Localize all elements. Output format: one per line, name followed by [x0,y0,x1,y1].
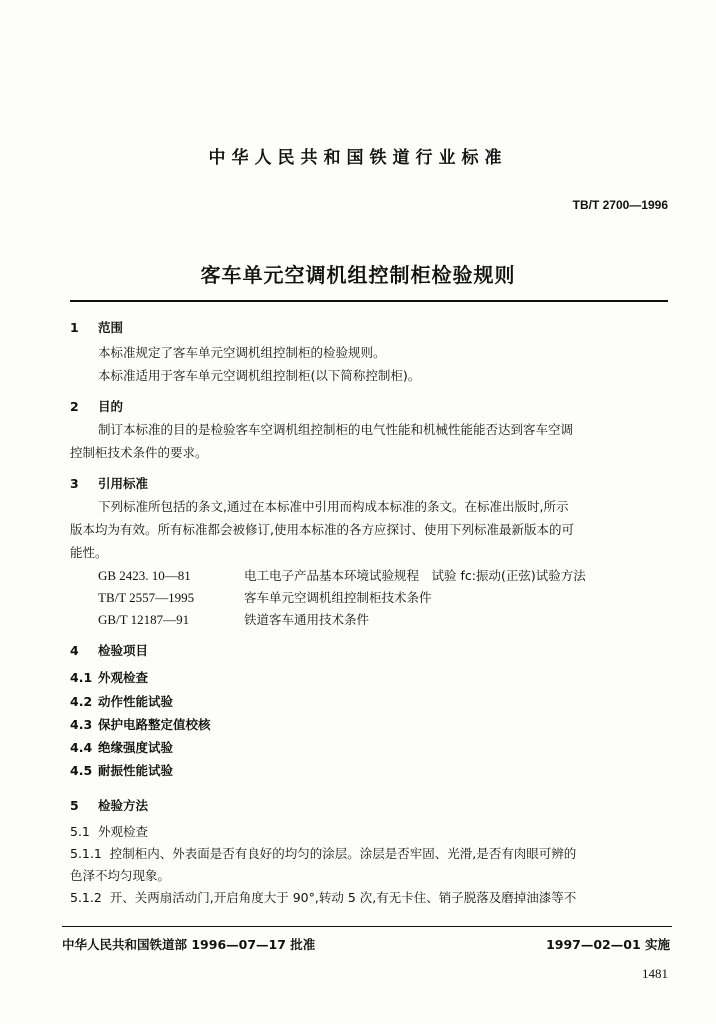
clause-number: 5.1.2 [70,890,102,905]
section-4-heading [70,641,148,659]
section-2-heading [70,397,123,415]
section-1-para-1: 本标准规定了客车单元空调机组控制柜的检验规则。 [98,345,386,360]
inspection-item [70,692,173,710]
standard-header: 中华人民共和国铁道行业标准 [208,148,508,168]
item-number: 4.4 [70,740,93,755]
standard-number: TB/T 2700—1996 [572,198,668,212]
implementation-date: 1997—02—01 实施 [546,937,670,952]
section-3-title: 引用标准 [98,476,149,491]
item-text: 外观检查 [98,670,149,685]
clause-text: 开、关两扇活动门,开启角度大于 90°,转动 5 次,有无卡住、销子脱落及磨掉油漆等不 [109,890,577,905]
clause-5-1-1-line-2: 色泽不均匀现象。 [70,868,171,883]
page-number: 1481 [642,966,668,981]
section-2-number: 2 [70,399,79,414]
clause-number: 5.1.1 [70,846,102,861]
inspection-item [70,761,173,779]
reference-name: 电工电子产品基本环境试验规程 试验 fc:振动(正弦)试验方法 [244,568,586,583]
section-3-line-3: 能性。 [70,545,108,560]
reference-name: 铁道客车通用技术条件 [244,612,370,627]
inspection-item [70,715,211,733]
section-1-number: 1 [70,320,79,335]
section-5-heading [70,796,148,814]
footer-rule [62,926,672,927]
section-2-title: 目的 [98,399,124,414]
item-number: 4.3 [70,717,93,732]
approval-line: 中华人民共和国铁道部 1996—07—17 批准 [62,937,316,952]
section-3-line-2: 版本均为有效。所有标准都会被修订,使用本标准的各方应探讨、使用下列标准最新版本的可 [70,522,574,537]
section-2-line-1: 制订本标准的目的是检验客车空调机组控制柜的电气性能和机械性能能否达到客车空调 [98,422,574,437]
item-number: 4.2 [70,694,93,709]
item-text: 保护电路整定值校核 [98,717,211,732]
reference-code: GB/T 12187—91 [98,612,190,627]
title-rule [70,300,668,302]
clause-5-1-1-line-1 [70,844,576,862]
section-3-heading [70,474,148,492]
reference-name: 客车单元空调机组控制柜技术条件 [244,590,432,605]
section-2-line-2: 控制柜技术条件的要求。 [70,445,208,460]
section-3-line-1: 下列标准所包括的条文,通过在本标准中引用而构成本标准的条文。在标准出版时,所示 [98,499,569,514]
section-3-number: 3 [70,476,79,491]
clause-text: 控制柜内、外表面是否有良好的均匀的涂层。涂层是否牢固、光滑,是否有肉眼可辨的 [109,846,577,861]
item-text: 耐振性能试验 [98,763,174,778]
item-number: 4.5 [70,763,93,778]
item-number: 4.1 [70,670,93,685]
section-1-para-2: 本标准适用于客车单元空调机组控制柜(以下简称控制柜)。 [98,368,421,383]
inspection-item [70,738,173,756]
section-1-heading [70,318,123,336]
subsection-title: 外观检查 [98,824,149,839]
reference-row [98,566,586,584]
reference-row [98,588,432,606]
subsection-5-1 [70,822,148,840]
reference-row [98,610,369,628]
document-title: 客车单元空调机组控制柜检验规则 [200,263,516,287]
section-5-number: 5 [70,798,79,813]
reference-code: GB 2423. 10—81 [98,568,191,583]
item-text: 动作性能试验 [98,694,174,709]
section-5-title: 检验方法 [98,798,149,813]
reference-code: TB/T 2557—1995 [98,590,195,605]
section-4-title: 检验项目 [98,643,149,658]
clause-5-1-2-line-1 [70,888,576,906]
section-1-title: 范围 [98,320,124,335]
item-text: 绝缘强度试验 [98,740,174,755]
inspection-item [70,668,148,686]
subsection-number: 5.1 [70,824,90,839]
section-4-number: 4 [70,643,79,658]
